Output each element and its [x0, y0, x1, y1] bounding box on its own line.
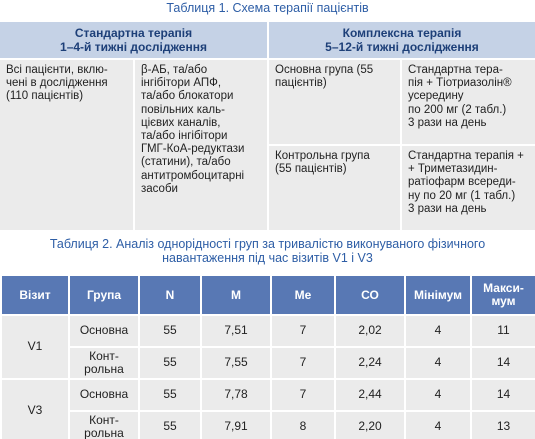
m-cell: 7,78 [202, 380, 270, 410]
max-cell: 13 [472, 412, 535, 439]
standard-therapy-text: β-АБ, та/або інгібітори АПФ, та/або блокатори повільних каль- цієвих каналів, та/або інгібітори ГМГ-КоА-редуктази (статини), та/або антитромбоцитарні засоби [141, 64, 245, 195]
table1-header-complex [269, 22, 535, 58]
header-group: Група [70, 276, 138, 314]
max-cell: 14 [472, 380, 535, 410]
main-group-cell [269, 60, 400, 144]
main-group-text: Основна група (55 пацієнтів) [275, 64, 374, 90]
table1-header-standard [0, 22, 267, 58]
header-me: Me [272, 276, 334, 314]
me-cell: 7 [272, 316, 334, 346]
me-cell: 7 [272, 348, 334, 378]
m-cell: 7,91 [202, 412, 270, 439]
header-so: СО [336, 276, 404, 314]
group-cell: Основна [70, 316, 138, 346]
group-cell: Конт- рольна [70, 348, 138, 378]
max-cell: 11 [472, 316, 535, 346]
so-cell: 2,02 [336, 316, 404, 346]
table-row [2, 412, 535, 439]
table1-caption: Таблиця 1. Схема терапії пацієнтів [166, 1, 369, 15]
min-cell: 4 [406, 380, 470, 410]
control-therapy-cell [402, 146, 535, 230]
n-cell: 55 [140, 316, 200, 346]
so-cell: 2,20 [336, 412, 404, 439]
visit-cell: V1 [2, 316, 68, 378]
header-n: N [140, 276, 200, 314]
max-cell: 14 [472, 348, 535, 378]
all-patients-text: Всі пацієнти, вклю- чені в дослідження (110 пацієнтів) [6, 64, 108, 103]
m-cell: 7,51 [202, 316, 270, 346]
table1-header-standard-line2: 1–4-й тижні дослідження [60, 40, 207, 54]
control-group-text: Контрольна група (55 пацієнтів) [275, 150, 370, 176]
table1-header-standard-line1: Стандартна терапія [74, 26, 193, 40]
table-row [2, 316, 535, 346]
table1-header-complex-line1: Комплексна терапія [342, 26, 462, 40]
n-cell: 55 [140, 412, 200, 439]
group-cell: Конт- рольна [70, 412, 138, 439]
table-row [2, 380, 535, 410]
table2-header-row [2, 276, 535, 314]
table1-header-complex-line2: 5–12-й тижні дослідження [325, 40, 479, 54]
table-row [2, 348, 535, 378]
n-cell: 55 [140, 348, 200, 378]
min-cell: 4 [406, 316, 470, 346]
header-m: M [202, 276, 270, 314]
all-patients-cell [0, 60, 133, 230]
main-therapy-cell [402, 60, 535, 144]
therapy-scheme-table [0, 20, 535, 230]
header-max: Макси- мум [472, 276, 535, 314]
me-cell: 7 [272, 380, 334, 410]
control-group-cell [269, 146, 400, 230]
min-cell: 4 [406, 412, 470, 439]
n-cell: 55 [140, 380, 200, 410]
me-cell: 8 [272, 412, 334, 439]
min-cell: 4 [406, 348, 470, 378]
group-cell: Основна [70, 380, 138, 410]
header-visit: Візит [2, 276, 68, 314]
so-cell: 2,44 [336, 380, 404, 410]
so-cell: 2,24 [336, 348, 404, 378]
standard-therapy-cell [135, 60, 267, 230]
visit-cell: V3 [2, 380, 68, 439]
main-therapy-text: Стандартна тера- пія + Тіотриазолін® усередину по 200 мг (2 табл.) 3 рази на день [408, 64, 512, 129]
group-homogeneity-table [0, 274, 535, 439]
m-cell: 7,55 [202, 348, 270, 378]
control-therapy-text: Стандартна терапія + + Триметазидин- ратіофарм всереди- ну по 20 мг (1 табл.) 3 рази на день [408, 150, 524, 215]
header-min: Мінімум [406, 276, 470, 314]
table2-caption: Таблиця 2. Аналіз однорідності груп за тривалістю виконуваного фізичного навантаження під час візитів V1 і V3 [49, 237, 486, 265]
